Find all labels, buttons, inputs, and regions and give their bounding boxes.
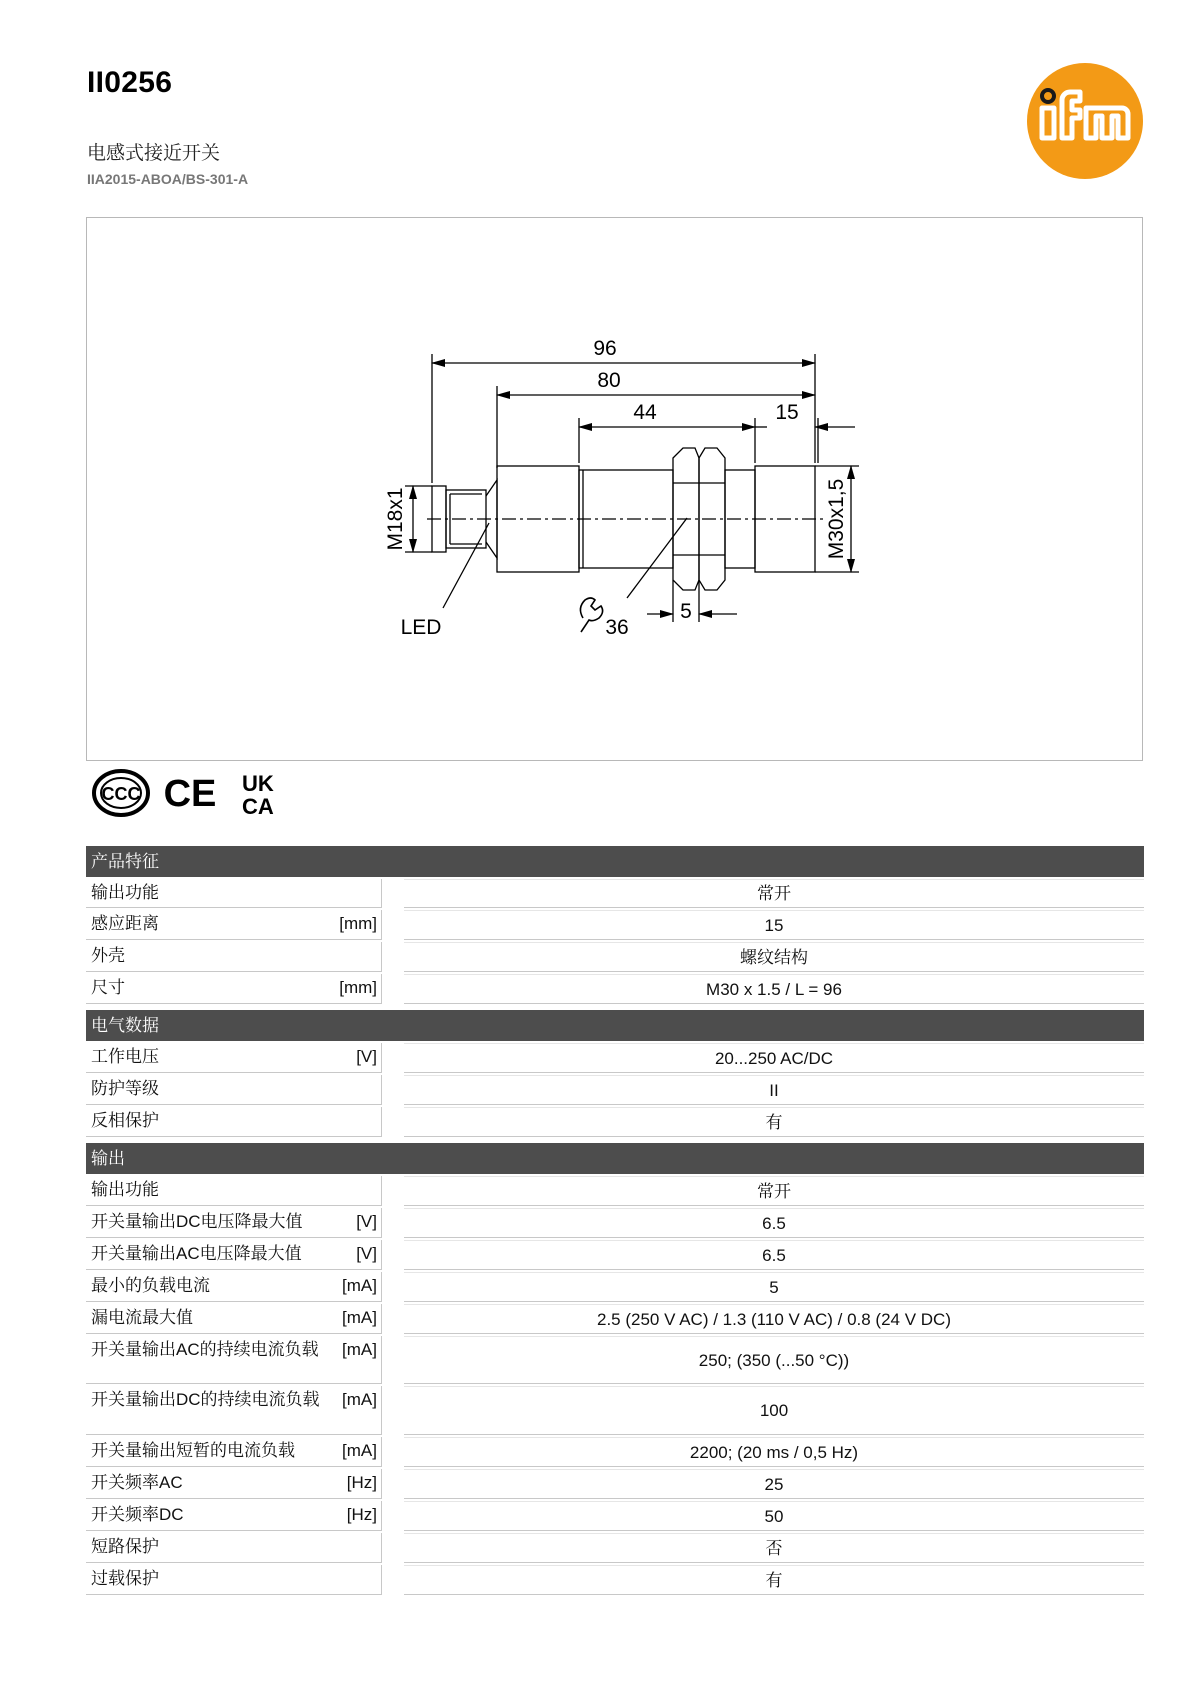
spec-row (86, 1533, 1144, 1563)
dim-80-label: 80 (597, 369, 621, 392)
spec-unit: [mA] (342, 1308, 377, 1327)
spec-label-cell (86, 1501, 382, 1531)
svg-text:CCC: CCC (101, 784, 141, 804)
spec-row (86, 974, 1144, 1004)
spec-row (86, 1043, 1144, 1073)
spec-value: 2200; (20 ms / 0,5 Hz) (404, 1437, 1144, 1467)
spec-row (86, 1386, 1144, 1435)
spec-label-cell (86, 1469, 382, 1499)
led-label: LED (400, 616, 442, 639)
ce-mark-icon: CE (163, 773, 217, 815)
spec-label: 感应距离 (91, 914, 159, 933)
spec-unit: [mA] (342, 1441, 377, 1460)
spec-value: M30 x 1.5 / L = 96 (404, 974, 1144, 1004)
product-subtitle: 电感式接近开关 (87, 143, 221, 164)
spec-unit: [Hz] (346, 1505, 377, 1524)
dim-96-label: 96 (593, 337, 617, 360)
spec-value: 5 (404, 1272, 1144, 1302)
spec-value: 常开 (404, 879, 1144, 908)
spec-value: 6.5 (404, 1208, 1144, 1238)
spec-unit: [Hz] (346, 1473, 377, 1492)
spec-label: 输出功能 (91, 1180, 159, 1199)
spec-value: 50 (404, 1501, 1144, 1531)
spec-unit: [V] (356, 1212, 377, 1231)
spec-value: 螺纹结构 (404, 942, 1144, 972)
spec-row (86, 1176, 1144, 1206)
section-header-features: 产品特征 (86, 846, 1144, 877)
spec-row (86, 1565, 1144, 1595)
dim-15-label: 15 (775, 401, 799, 424)
spec-value: 有 (404, 1107, 1144, 1137)
ukca-mark-top: UK (242, 771, 274, 796)
spec-value: 250; (350 (...50 °C)) (404, 1336, 1144, 1384)
spec-label-cell (86, 1208, 382, 1238)
spec-label-cell (86, 1304, 382, 1334)
spec-label: 开关频率DC (91, 1505, 184, 1524)
spec-label: 工作电压 (91, 1047, 159, 1066)
thread-right-label: M30x1,5 (825, 478, 848, 560)
section-header-electrical: 电气数据 (86, 1010, 1144, 1041)
spec-label: 反相保护 (91, 1111, 159, 1130)
spec-value: 有 (404, 1565, 1144, 1595)
spec-row (86, 1075, 1144, 1105)
spec-unit: [mm] (339, 978, 377, 997)
spec-label: 开关量输出短暂的电流负载 (91, 1441, 295, 1460)
spec-row (86, 1336, 1144, 1384)
spec-unit: [V] (356, 1047, 377, 1066)
spec-value: 否 (404, 1533, 1144, 1563)
spec-value: II (404, 1075, 1144, 1105)
spec-label-cell (86, 1437, 382, 1467)
spec-label-cell (86, 1107, 382, 1137)
spec-value: 25 (404, 1469, 1144, 1499)
dim-5-label: 5 (680, 600, 692, 623)
spec-row (86, 1304, 1144, 1334)
spec-label: 开关量输出AC电压降最大值 (91, 1244, 302, 1263)
spec-label-cell (86, 1565, 382, 1595)
spec-row (86, 1437, 1144, 1467)
spec-value: 常开 (404, 1176, 1144, 1206)
ifm-logo (1026, 62, 1144, 180)
ukca-mark-bottom: CA (242, 794, 274, 818)
spec-label: 开关频率AC (91, 1473, 183, 1492)
spec-label-cell (86, 974, 382, 1004)
spec-label: 防护等级 (91, 1079, 159, 1098)
spec-row (86, 1469, 1144, 1499)
spec-label: 开关量输出DC的持续电流负载 (91, 1390, 320, 1409)
spec-label: 外壳 (91, 946, 125, 965)
thread-left-label: M18x1 (384, 487, 407, 551)
spec-label-cell (86, 1336, 382, 1384)
spec-row (86, 879, 1144, 908)
spec-label: 输出功能 (91, 883, 159, 902)
spec-value: 100 (404, 1386, 1144, 1435)
spec-label: 尺寸 (91, 978, 125, 997)
spec-label: 过载保护 (91, 1569, 159, 1588)
section-header-output: 输出 (86, 1143, 1144, 1174)
article-number: IIA2015-ABOA/BS-301-A (87, 171, 249, 187)
spec-label-cell (86, 942, 382, 972)
spec-label-cell (86, 1176, 382, 1206)
spec-row (86, 942, 1144, 972)
spec-label-cell (86, 1075, 382, 1105)
spec-label-cell (86, 1386, 382, 1435)
dim-44-label: 44 (633, 401, 657, 424)
spec-label-cell (86, 1272, 382, 1302)
spec-label: 漏电流最大值 (91, 1308, 193, 1327)
spec-label-cell (86, 1533, 382, 1563)
spec-value: 2.5 (250 V AC) / 1.3 (110 V AC) / 0.8 (24 V DC) (404, 1304, 1144, 1334)
product-title: II0256 (87, 66, 173, 99)
spec-label: 短路保护 (91, 1537, 159, 1556)
spec-row (86, 1240, 1144, 1270)
spec-row (86, 1208, 1144, 1238)
spec-value: 20...250 AC/DC (404, 1043, 1144, 1073)
spec-label: 开关量输出AC的持续电流负载 (91, 1340, 319, 1359)
certification-marks (92, 768, 292, 818)
spec-label-cell (86, 879, 382, 908)
spec-row (86, 910, 1144, 940)
spec-label: 开关量输出DC电压降最大值 (91, 1212, 303, 1231)
spec-unit: [V] (356, 1244, 377, 1263)
spec-value: 6.5 (404, 1240, 1144, 1270)
dimension-drawing (86, 217, 1143, 761)
spec-unit: [mA] (342, 1276, 377, 1295)
spec-label-cell (86, 1043, 382, 1073)
spec-label-cell (86, 910, 382, 940)
spec-unit: [mm] (339, 914, 377, 933)
spec-row (86, 1501, 1144, 1531)
spec-table (86, 846, 1144, 1597)
spec-unit: [mA] (342, 1340, 377, 1359)
wrench-size-label: 36 (605, 616, 629, 639)
spec-value: 15 (404, 910, 1144, 940)
spec-unit: [mA] (342, 1390, 377, 1409)
spec-label: 最小的负载电流 (91, 1276, 210, 1295)
spec-row (86, 1107, 1144, 1137)
ccc-mark-icon (94, 771, 148, 815)
spec-row (86, 1272, 1144, 1302)
spec-label-cell (86, 1240, 382, 1270)
